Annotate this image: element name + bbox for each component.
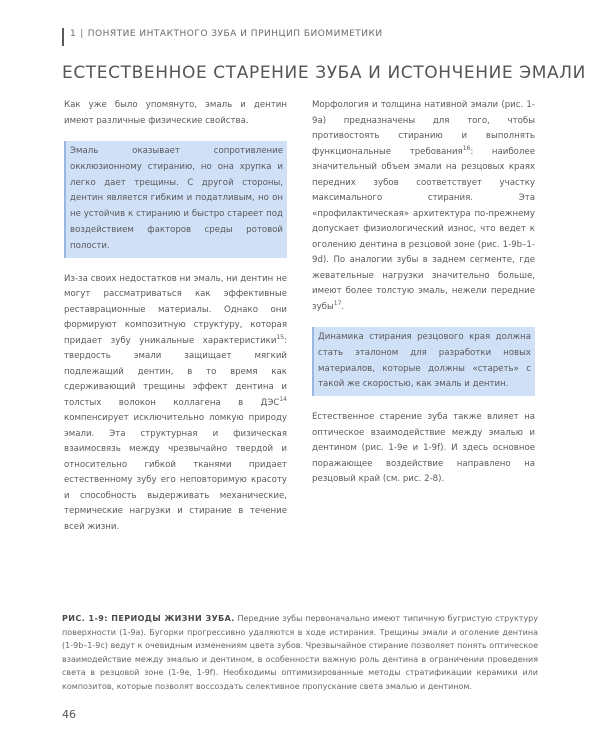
footnote-ref-17: 17 [333,299,342,307]
left-p2-text-c: компенсирует исключительно ломкую природу эмали. Эта структурная и физическая взаимосвязь между чрезвычайно твердой и относительно гибкой тканями придает естественному зубу его неповторимую красоту и способность выдерживать механические, термические нагрузки и стирание в течение всей жизни. [64,413,287,532]
chapter-number: 1 [70,29,77,39]
figure-caption [62,612,538,693]
chapter-title: ПОНЯТИЕ ИНТАКТНОГО ЗУБА И ПРИНЦИП БИОМИМЕТИКИ [87,29,383,39]
left-p2-text-a: Из-за своих недостатков ни эмаль, ни дентин не могут рассматриваться как эффективные реставрационные материалы. Однако они формируют композитную структуру, которая придает зубу уникальные характеристики [64,273,287,346]
right-paragraph-1 [312,98,535,315]
right-column [312,98,535,500]
running-header [70,29,383,39]
footnote-ref-15: 15 [276,333,285,341]
left-p2-text-b: : твердость эмали защищает мягкий подлежащий дентин, в то время как сдерживающий трещины эффект дентина и толстых волокон коллагена в ДЭС [64,335,287,408]
caption-text: Передние зубы первоначально имеют типичную бугристую структуру поверхности (1-9a). Бугорки прогрессивно удаляются в ходе истирания. Трещины эмали и оголение дентина (1-9b–1-9c) ведут к очевидным изменениям цвета зубов. Чрезвычайное стирание позволяет понять оптическое взаимодействие между эмалью и дентином, в особенности важную роль дентина в ограничении проведения света в резцовой зоне (1-9e, 1-9f). Необходимы оптимизированные методы стратификации керамики или композитов, которые позволят воссоздать селективное пропускание света эмалью и дентином. [62,614,538,691]
left-paragraph-2 [64,272,287,536]
footnote-ref-14: 14 [279,395,287,403]
section-title: ЕСТЕСТВЕННОЕ СТАРЕНИЕ ЗУБА И ИСТОНЧЕНИЕ ЭМАЛИ [62,63,586,83]
caption-title: РИС. 1-9: ПЕРИОДЫ ЖИЗНИ ЗУБА. [62,614,235,623]
left-column [64,98,287,547]
footnote-ref-16: 16 [462,144,471,152]
left-highlight-box: Эмаль оказывает сопротивление окклюзионному стиранию, но она хрупка и легко дает трещины. С другой стороны, дентин является гибким и податливым, но он не устойчив к стиранию и быстро стареет под воздействием факторов среды ротовой полости. [64,141,287,258]
header-rule [62,28,64,46]
right-highlight-box: Динамика стирания резцового края должна стать эталоном для разработки новых материалов, которые должны «стареть» с такой же скоростью, как эмаль и дентин. [312,327,535,396]
header-separator: | [80,29,84,39]
right-p1-text-c: . [341,301,345,312]
right-paragraph-2: Естественное старение зуба также влияет на оптическое взаимодействие между эмалью и дентином (рис. 1-9e и 1-9f). И здесь основное поражающее воздействие направлено на резцовый край (см. рис. 2-8). [312,412,535,485]
left-paragraph-1: Как уже было упомянуто, эмаль и дентин имеют различные физические свойства. [64,100,287,126]
right-p1-text-a: Морфология и толщина нативной эмали (рис. 1-9a) предназначены для того, чтобы противостоять стиранию и выполнять функциональные требования [312,100,535,157]
right-p1-text-b: : наиболее значительный объем эмали на резцовых краях передних зубов соответствует участку максимального стирания. Эта «профилактическая» архитектура по-прежнему допускает физиологический износ, что ведет к оголению дентина в резцовой зоне (рис. 1-9b–1-9d). По аналогии зубы в заднем сегменте, где жевательные нагрузки значительно больше, имеют более толстую эмаль, нежели передние зубы [312,146,535,312]
page-number: 46 [62,708,76,721]
